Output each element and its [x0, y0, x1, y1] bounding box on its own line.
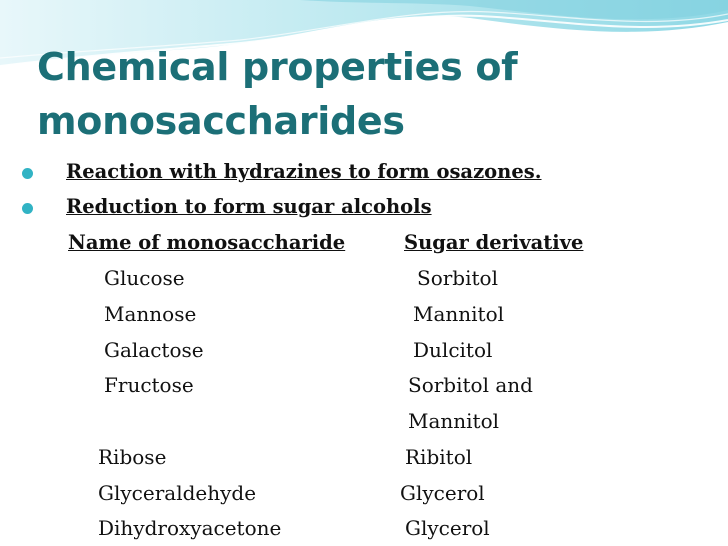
row-derivative: Sorbitol	[417, 266, 498, 290]
bullet-1: Reaction with hydrazines to form osazones.	[66, 160, 542, 183]
row-derivative: Mannitol	[408, 409, 500, 433]
row-derivative: Glycerol	[400, 481, 485, 505]
slide-title	[37, 40, 697, 148]
row-name: Ribose	[98, 445, 167, 469]
bullet-dot-icon	[22, 168, 33, 179]
row-name: Glucose	[104, 266, 185, 290]
row-derivative: Dulcitol	[413, 338, 493, 362]
table-header-name: Name of monosaccharide	[68, 231, 346, 254]
bullet-2: Reduction to form sugar alcohols	[66, 195, 432, 218]
row-derivative: Mannitol	[413, 302, 505, 326]
row-name: Glyceraldehyde	[98, 481, 257, 505]
title-line-1: Chemical properties of	[37, 45, 518, 89]
row-name: Dihydroxyacetone	[98, 516, 282, 540]
row-name: Mannose	[104, 302, 197, 326]
row-derivative: Ribitol	[405, 445, 473, 469]
table-header-derivative: Sugar derivative	[404, 231, 584, 254]
row-name: Galactose	[104, 338, 204, 362]
row-name: Fructose	[104, 373, 194, 397]
bullet-dot-icon	[22, 203, 33, 214]
row-derivative: Sorbitol and	[408, 373, 533, 397]
title-line-2: monosaccharides	[37, 99, 405, 143]
row-derivative: Glycerol	[405, 516, 490, 540]
